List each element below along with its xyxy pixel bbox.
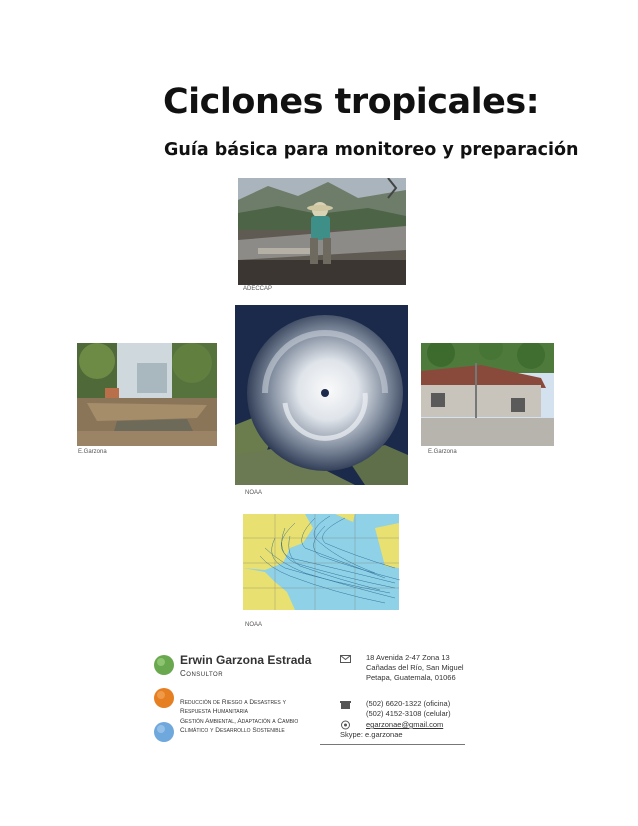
green-circle-icon — [153, 654, 175, 676]
card-role: Consultor — [180, 669, 224, 678]
card-divider — [320, 744, 465, 745]
mail-envelope-icon — [340, 655, 351, 663]
orange-circle-icon — [153, 687, 175, 709]
business-card — [150, 645, 470, 750]
card-service-1: Reducción de Riesgo a Desastres y — [180, 699, 286, 706]
card-skype: Skype: e.garzonae — [340, 730, 403, 739]
photo-credit-tracks: NOAA — [245, 622, 263, 628]
photo-river-damage — [77, 343, 217, 446]
map-hurricane-tracks — [235, 508, 403, 615]
photo-credit-hurricane: NOAA — [245, 490, 263, 496]
page-subtitle: Guía básica para monitoreo y preparación — [164, 140, 579, 160]
photo-hurricane-satellite — [235, 305, 408, 485]
email-at-icon — [340, 720, 351, 730]
photo-credit-left: E.Garzona — [78, 449, 107, 455]
card-service-1b: Respuesta Humanitaria — [180, 708, 248, 715]
card-name: Erwin Garzona Estrada — [180, 653, 312, 667]
photo-man-sitting — [238, 178, 406, 285]
card-address-1: 18 Avenida 2-47 Zona 13 — [366, 653, 450, 662]
card-address-2: Cañadas del Río, San Miguel — [366, 663, 464, 672]
phone-icon — [340, 700, 351, 710]
card-email[interactable]: egarzonae@gmail.com — [366, 720, 444, 729]
blue-circle-icon — [153, 721, 175, 743]
card-phone-cell: (502) 4152-3108 (celular) — [366, 709, 451, 718]
card-address-3: Petapa, Guatemala, 01066 — [366, 673, 456, 682]
card-service-2: Gestión Ambiental, Adaptación a Cambio — [180, 718, 299, 725]
card-phone-office: (502) 6620-1322 (oficina) — [366, 699, 451, 708]
photo-credit-right: E.Garzona — [428, 449, 457, 455]
photo-collapsed-house — [421, 343, 554, 446]
page-title: Ciclones tropicales: — [163, 82, 540, 122]
card-service-2b: Climático y Desarrollo Sostenible — [180, 727, 285, 734]
photo-credit-top: ADECCAP — [243, 286, 273, 292]
